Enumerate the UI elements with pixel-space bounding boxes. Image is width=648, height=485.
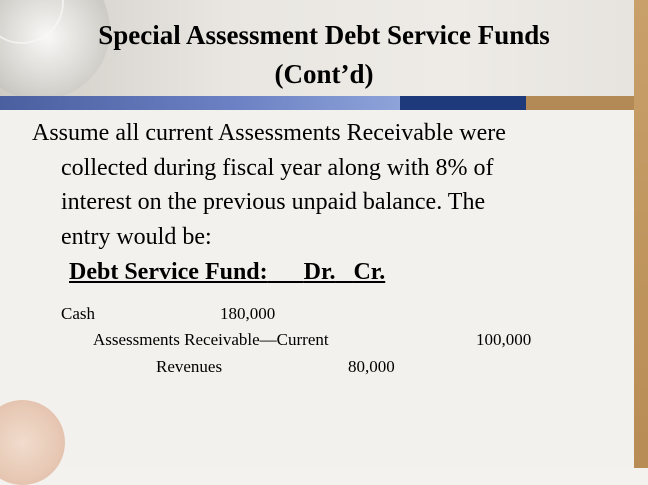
body-line-4: entry would be: — [61, 224, 212, 250]
debit-column-heading: Dr. — [303, 259, 336, 285]
slide-title-line-2: (Cont’d) — [274, 59, 374, 89]
entry-row-3-account: Revenues — [156, 357, 223, 376]
body-line-1: Assume all current Assessments Receivable were — [32, 120, 506, 146]
header-stripe-navy — [400, 96, 526, 110]
header-stripe-light-blue — [0, 96, 400, 110]
right-accent-bar — [634, 0, 648, 468]
header-stripe-tan — [526, 96, 648, 110]
slide-title-line-1: Special Assessment Debt Service Funds — [98, 20, 550, 50]
entry-row-1-debit: 180,000 — [220, 304, 276, 323]
credit-column-heading: Cr. — [353, 259, 386, 285]
entry-row-2-account: Assessments Receivable—Current — [93, 330, 329, 349]
body-line-2: collected during fiscal year along with 8% of — [61, 155, 494, 181]
entry-row-1-account: Cash — [61, 304, 95, 323]
body-line-3: interest on the previous unpaid balance. The — [61, 189, 486, 215]
fund-name: Debt Service Fund: — [69, 259, 268, 285]
entry-row-2-credit: 100,000 — [476, 330, 532, 349]
fund-heading — [69, 259, 385, 286]
entry-row-3-credit: 80,000 — [348, 357, 395, 376]
